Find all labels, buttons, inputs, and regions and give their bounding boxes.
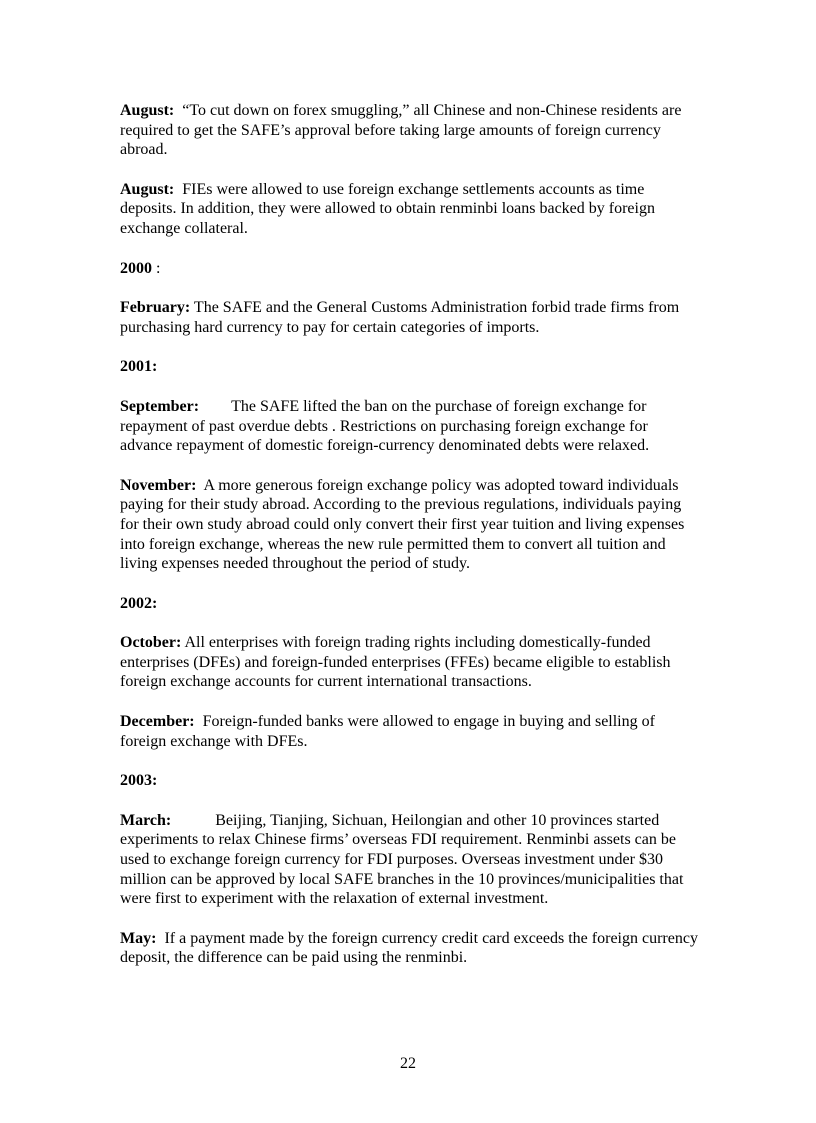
entry-date-label: August:	[120, 102, 175, 119]
year-heading	[120, 771, 700, 791]
entry-paragraph	[120, 712, 700, 751]
entry-text: “To cut down on forex smuggling,” all Chinese and non-Chinese residents are required to get the SAFE’s approval before taking large amounts of foreign currency abroad.	[120, 102, 682, 159]
entry-paragraph	[120, 101, 700, 160]
entry-text: A more generous foreign exchange policy was adopted toward individuals paying for their study abroad. According to the previous regulations, individuals paying for their own study abroad could only convert their first year tuition and living expenses into foreign exchange, whereas the new rule permitted them to convert all tuition and living expenses needed throughout the period of study.	[120, 476, 685, 573]
entry-text: If a payment made by the foreign currency credit card exceeds the foreign currency deposit, the difference can be paid using the renminbi.	[120, 929, 698, 967]
entry-date-label: December:	[120, 713, 195, 731]
entry-paragraph	[120, 633, 700, 692]
year-heading	[120, 357, 700, 377]
entry-date-label: May:	[120, 929, 157, 947]
entry-date-label: October:	[120, 634, 182, 652]
year-label: 2002:	[120, 594, 158, 612]
entry-text: Beijing, Tianjing, Sichuan, Heilongian and other 10 provinces started experiments to relax Chinese firms’ overseas FDI requirement. Renminbi assets can be used to exchange foreign currency for FDI purposes. Overseas investment under $30 million can be approved by local SAFE branches in the 10 provinces/municipalities that were first to experiment with the relaxation of external investment.	[120, 811, 684, 908]
entry-text: The SAFE lifted the ban on the purchase of foreign exchange for repayment of past overdue debts . Restrictions on purchasing foreign exchange for advance repayment of domestic foreign-currency denominated debts were relaxed.	[120, 397, 650, 455]
year-heading	[120, 259, 700, 279]
page-number: 22	[400, 1055, 416, 1072]
document-body	[120, 101, 700, 988]
entry-paragraph	[120, 180, 700, 239]
entry-date-label: February:	[120, 299, 191, 317]
year-label: 2000	[120, 259, 152, 277]
entry-text: All enterprises with foreign trading rights including domestically-funded enterprises (DFEs) and foreign-funded enterprises (FFEs) became eligible to establish foreign exchange accounts for current international transactions.	[120, 634, 671, 691]
entry-paragraph	[120, 298, 700, 337]
entry-date-label: November:	[120, 476, 197, 494]
entry-date-label: March:	[120, 811, 172, 829]
entry-text: Foreign-funded banks were allowed to engage in buying and selling of foreign exchange with DFEs.	[120, 713, 655, 750]
year-heading	[120, 594, 700, 614]
entry-date-label: August:	[120, 180, 175, 198]
entry-text: The SAFE and the General Customs Administration forbid trade firms from purchasing hard currency to pay for certain categories of imports.	[120, 299, 680, 336]
year-label: 2003:	[120, 772, 158, 790]
entry-text: FIEs were allowed to use foreign exchange settlements accounts as time deposits. In addition, they were allowed to obtain renminbi loans backed by foreign exchange collateral.	[120, 180, 655, 237]
entry-paragraph	[120, 929, 700, 968]
year-suffix: :	[152, 259, 161, 277]
entry-paragraph	[120, 397, 700, 456]
entry-paragraph	[120, 811, 700, 909]
entry-paragraph	[120, 476, 700, 574]
year-label: 2001:	[120, 358, 158, 376]
entry-date-label: September:	[120, 397, 200, 415]
